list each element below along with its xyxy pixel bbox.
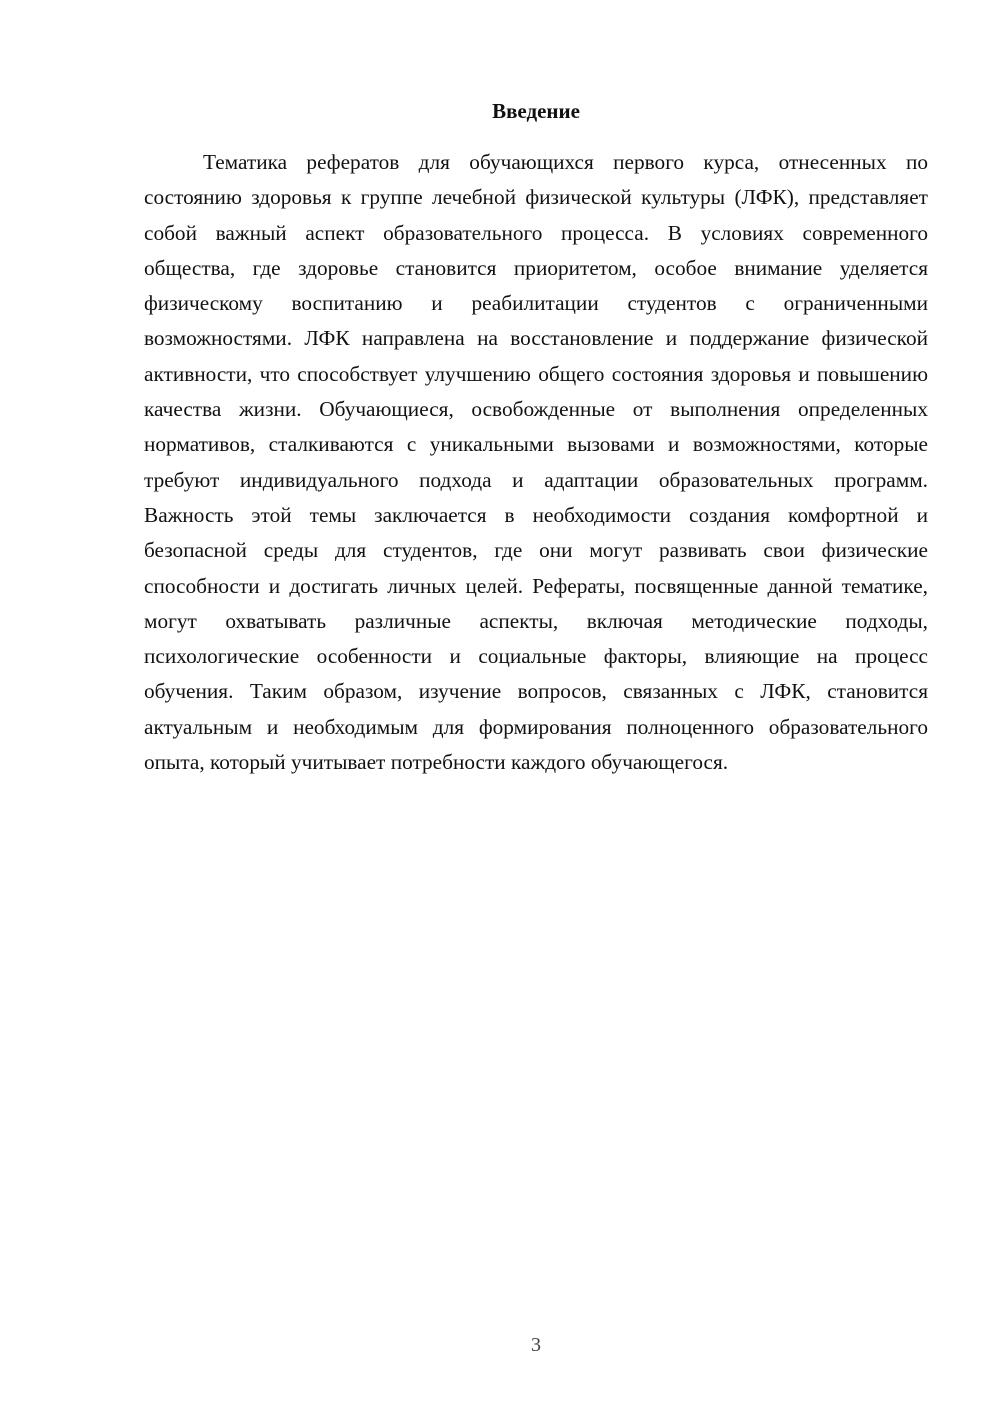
- section-heading: Введение: [492, 99, 580, 123]
- body-paragraph: Тематика рефератов для обучающихся первого курса, отнесенных по состоянию здоровья к группе лечебной физической культуры (ЛФК), представляет собой важный аспект образовательного процесса. В условиях современного общества, где здоровье становится приоритетом, особое внимание уделяется физическому воспитанию и реабилитации студентов с ограниченными возможностями. ЛФК направлена на восстановление и поддержание физической активности, что способствует улучшению общего состояния здоровья и повышению качества жизни. Обучающиеся, освобожденные от выполнения определенных нормативов, сталкиваются с уникальными вызовами и возможностями, которые требуют индивидуального подхода и адаптации образовательных программ. Важность этой темы заключается в необходимости создания комфортной и безопасной среды для студентов, где они могут развивать свои физические способности и достигать личных целей. Рефераты, посвященные данной тематике, могут охватывать различные аспекты, включая методические подходы, психологические особенности и социальные факторы, влияющие на процесс обучения. Таким образом, изучение вопросов, связанных с ЛФК, становится актуальным и необходимым для формирования полноценного образовательного опыта, который учитывает потребности каждого обучающегося.: [144, 150, 928, 775]
- page-number: 3: [531, 1334, 541, 1356]
